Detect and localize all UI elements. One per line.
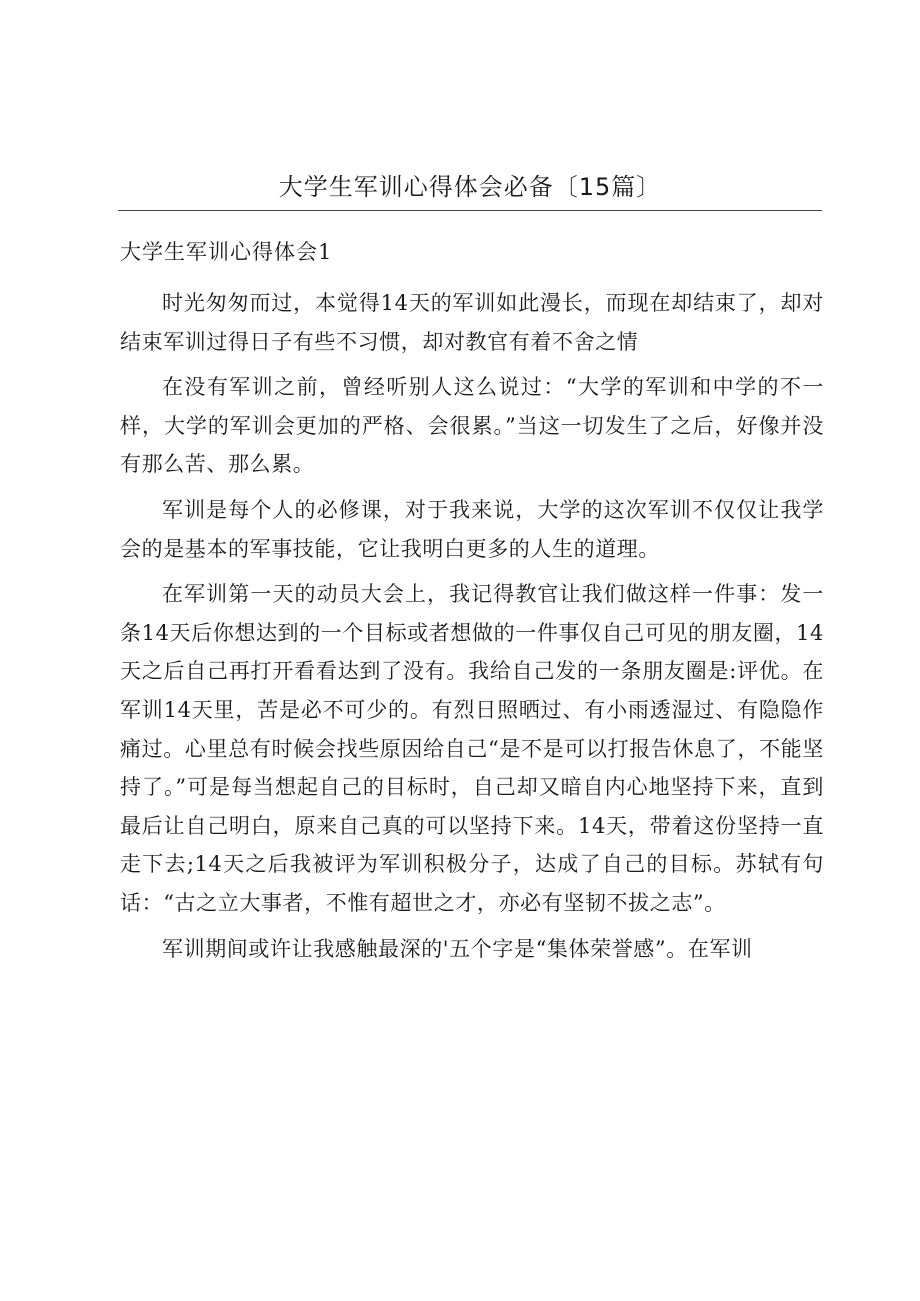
document-body [120, 284, 824, 975]
document-title: 大学生军训心得体会必备〔15篇〕 [118, 172, 822, 211]
paragraph: 时光匆匆而过，本觉得14天的军训如此漫长，而现在却结束了，却对结束军训过得日子有些不习惯，却对教官有着不舍之情 [120, 291, 824, 354]
paragraph: 在军训第一天的动员大会上，我记得教官让我们做这样一件事：发一条14天后你想达到的一个目标或者想做的一件事仅自己可见的朋友圈，14天之后自己再打开看看达到了没有。我给自己发的一条朋友圈是:评优。在军训14天里，苦是必不可少的。有烈日照晒过、有小雨透湿过、有隐隐作痛过。心里总有时候会找些原因给自己“是不是可以打报告休息了，不能坚持了。”可是每当想起自己的目标时，自己却又暗自内心地坚持下来，直到最后让自己明白，原来自己真的可以坚持下来。14天，带着这份坚持一直走下去;14天之后我被评为军训积极分子，达成了自己的目标。苏轼有句话：“古之立大事者，不惟有超世之才，亦必有坚韧不拔之志”。 [120, 582, 824, 915]
paragraph: 军训期间或许让我感触最深的'五个字是“集体荣誉感”。在军训 [162, 936, 753, 961]
section-heading: 大学生军训心得体会1 [120, 240, 333, 264]
paragraph: 军训是每个人的必修课，对于我来说，大学的这次军训不仅仅让我学会的是基本的军事技能，它让我明白更多的人生的道理。 [120, 497, 824, 561]
paragraph: 在没有军训之前，曾经听别人这么说过：“大学的军训和中学的不一样，大学的军训会更加的严格、会很累。”当这一切发生了之后，好像并没有那么苦、那么累。 [120, 375, 824, 477]
